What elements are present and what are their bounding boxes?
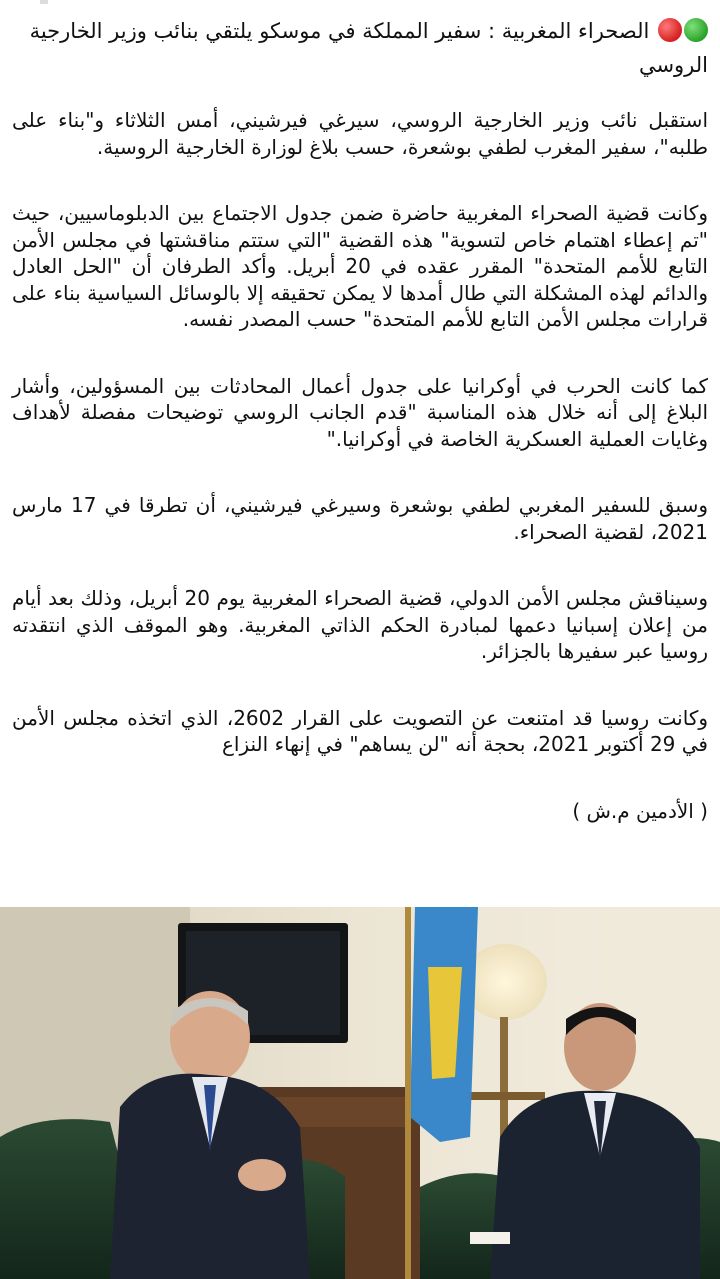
paragraph-5: وسيناقش مجلس الأمن الدولي، قضية الصحراء المغربية يوم 20 أبريل، وذلك بعد أيام من إعلان إسبانيا دعمها لمبادرة الحكم الذاتي المغربية. وهو الموقف الذي انتقدته روسيا عبر سفيرها بالجزائر. — [12, 586, 708, 663]
paragraph-6: وكانت روسيا قد امتنعت عن التصويت على القرار 2602، الذي اتخذه مجلس الأمن في 29 أكتوبر 2021، بحجة أنه "لن يساهم" في إنهاء النزاع — [12, 705, 709, 756]
green-circle-icon — [684, 18, 708, 42]
paragraph-2: وكانت قضية الصحراء المغربية حاضرة ضمن جدول الاجتماع بين الدبلوماسيين، حيث "تم إعطاء اهتمام خاص لتسوية" هذه القضية "التي ستتم مناقشتها في مجلس الأمن التابع للأمم المتحدة" المقرر عقده في 20 أبريل. وأكد الطرفان أن "الحل العادل والدائم لهذه المشكلة التي طال أمدها لا يمكن تحقيقه إلا بالوسائل السياسية بناء على قرارات مجلس الأمن التابع للأمم المتحدة" حسب المصدر نفسه. — [12, 201, 708, 331]
red-circle-icon — [658, 18, 682, 42]
top-edge-fragment — [40, 0, 48, 4]
post-headline — [18, 14, 708, 82]
headline-text: الصحراء المغربية : سفير المملكة في موسكو يلتقي بنائب وزير الخارجية الروسي — [29, 19, 708, 77]
paragraph-1: استقبل نائب وزير الخارجية الروسي، سيرغي فيرشيني، أمس الثلاثاء و"بناء على طلبه"، سفير المغرب لطفي بوشعرة، حسب بلاغ لوزارة الخارجية الروسية. — [12, 108, 708, 159]
paragraph-4: وسبق للسفير المغربي لطفي بوشعرة وسيرغي فيرشيني، أن تطرقا في 17 مارس 2021، لقضية الصحراء. — [12, 493, 708, 544]
paragraph-3: كما كانت الحرب في أوكرانيا على جدول أعمال المحادثات بين المسؤولين، وأشار البلاغ إلى أنه خلال هذه المناسبة "قدم الجانب الروسي توضيحات مفصلة لأهداف وغايات العملية العسكرية الخاصة في أوكرانيا." — [12, 373, 708, 451]
article-body — [12, 107, 708, 824]
meeting-photo[interactable] — [0, 907, 720, 1279]
author-signature: ( الأدمين م.ش ) — [572, 798, 708, 823]
